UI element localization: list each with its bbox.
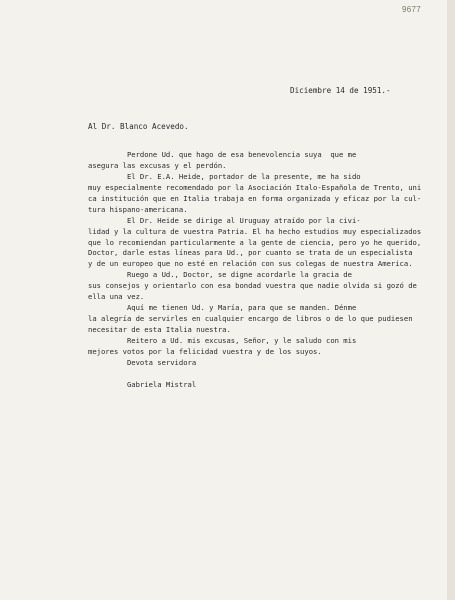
body-line: ella una vez. [88, 292, 145, 302]
body-line: Perdone Ud. que hago de esa benevolencia suya que me [88, 150, 357, 159]
body-line: muy especialmente recomendado por la Asociación Italo-Española de Trento, uni [88, 182, 422, 192]
page-edge [447, 0, 455, 600]
signature: Gabriela Mistral [88, 379, 197, 389]
body-line: Doctor, darle estas líneas para Ud., por cuanto se trata de un especialista [88, 248, 413, 258]
letter-body [88, 150, 438, 391]
blank-line [88, 369, 438, 380]
body-line: la alegría de servirles en cualquier encargo de libros o de lo que pudiesen [88, 314, 413, 324]
body-line: sus consejos y orientarlo con esa bondad vuestra que nadie olvida si gozó de [88, 281, 417, 291]
body-line: tura hispano-americana. [88, 204, 188, 214]
salutation: Al Dr. Blanco Acevedo. [88, 122, 189, 131]
body-line: y de un europeo que no esté en relación con sus colegas de nuestra America. [88, 259, 413, 269]
body-line: ca institución que en Italia trabaja en forma organizada y eficaz por la cul- [88, 193, 422, 203]
body-line: lidad y la cultura de vuestra Patria. El ha hecho estudios muy especializados [88, 226, 422, 236]
letter-date: Diciembre 14 de 1951.- [290, 86, 391, 95]
body-line: necesitar de esta Italia nuestra. [88, 325, 231, 334]
body-line: Reitero a Ud. mis excusas, Señor, y le saludo con mis [88, 335, 357, 345]
closing-line: Devota servidora [88, 357, 197, 367]
body-line: que lo recomiendan particularmente a la gente de ciencia, pero yo he querido, [88, 237, 422, 247]
body-line: Ruego a Ud., Doctor, se digne acordarle la gracia de [88, 270, 352, 280]
body-line: mejores votos por la felicidad vuestra y de los suyos. [88, 346, 322, 356]
body-line: El Dr. E.A. Heide, portador de la presente, me ha sido [88, 171, 361, 181]
archive-number: 9677 [402, 5, 421, 14]
body-line: asegura las excusas y el perdón. [88, 160, 227, 170]
body-line: El Dr. Heide se dirige al Uruguay atraído por la civi- [88, 215, 361, 225]
body-line: Aquí me tienen Ud. y María, para que se manden. Dénme [88, 303, 357, 313]
